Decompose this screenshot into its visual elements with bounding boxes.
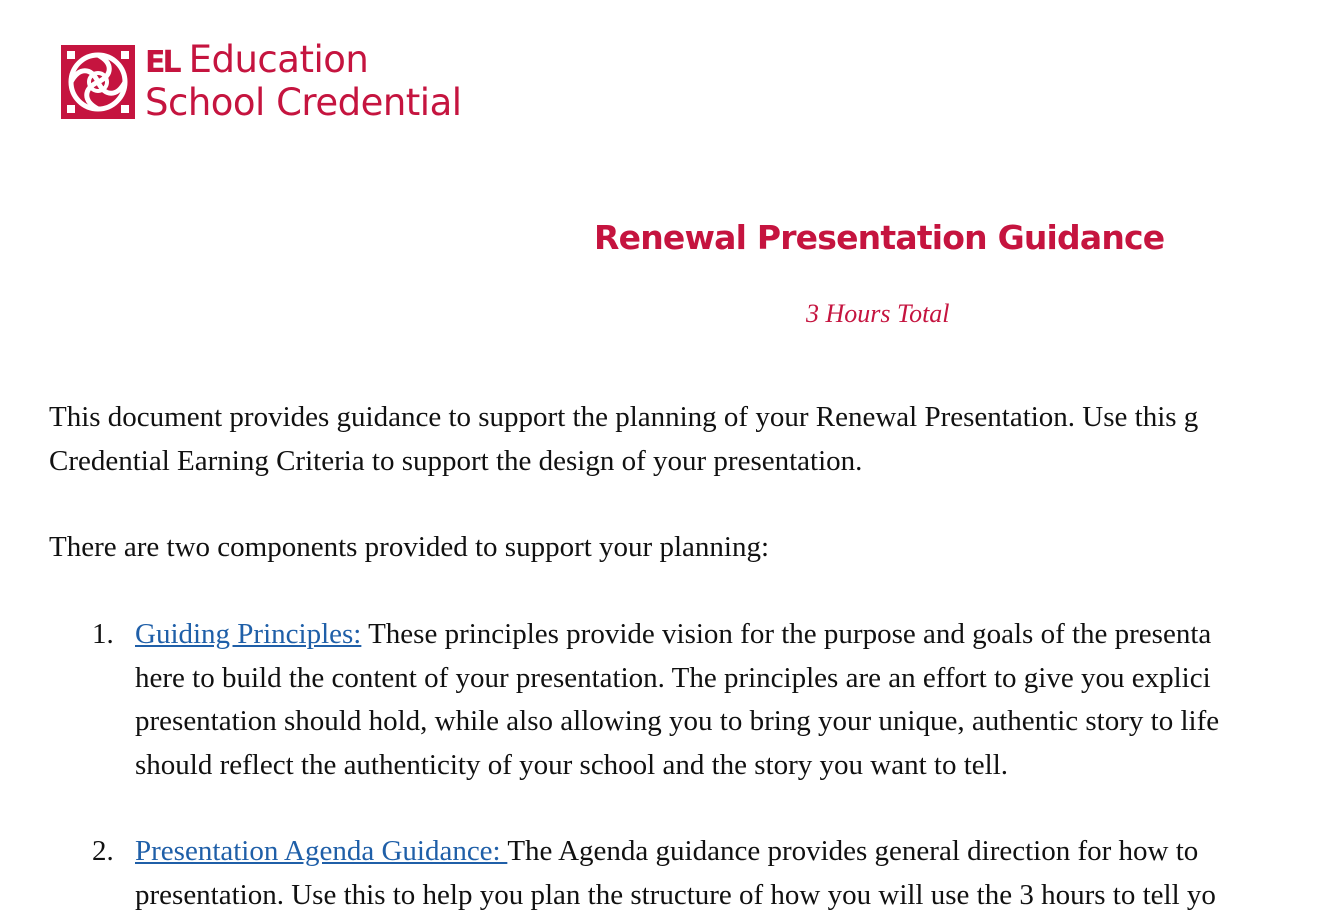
document-title: Renewal Presentation Guidance (594, 218, 1164, 257)
logo-el-letters: EL (145, 45, 179, 80)
list-item-text: These principles provide vision for the purpose and goals of the presenta (361, 618, 1211, 650)
components-intro-paragraph: There are two components provided to support your planning: (49, 526, 769, 570)
list-item-body (135, 613, 1219, 787)
guiding-principles-link[interactable]: Guiding Principles: (135, 618, 361, 650)
presentation-agenda-guidance-link[interactable]: Presentation Agenda Guidance: (135, 835, 507, 867)
list-item-line: presentation should hold, while also allowing you to bring your unique, authentic story to life (135, 700, 1219, 744)
list-number: 2. (92, 830, 114, 874)
list-item-line: presentation. Use this to help you plan the structure of how you will use the 3 hours to tell yo (135, 874, 1216, 917)
list-item-first-line (135, 613, 1219, 657)
list-number: 1. (92, 613, 114, 657)
logo-line-1 (145, 40, 462, 83)
list-item-line: here to build the content of your presentation. The principles are an effort to give you explici (135, 657, 1219, 701)
list-item-first-line (135, 830, 1216, 874)
logo-wordmark (145, 40, 462, 123)
knot-logo-icon (61, 45, 135, 119)
logo-line-2: School Credential (145, 83, 462, 123)
intro-line-1: This document provides guidance to support the planning of your Renewal Presentation. Use this g (49, 396, 1198, 440)
list-item-line: should reflect the authenticity of your school and the story you want to tell. (135, 744, 1219, 788)
logo-education-text: Education (189, 38, 369, 81)
el-education-logo (61, 40, 462, 123)
intro-paragraph (49, 396, 1198, 483)
intro-line-2: Credential Earning Criteria to support the design of your presentation. (49, 440, 1198, 484)
list-item-body (135, 830, 1216, 917)
document-subtitle: 3 Hours Total (806, 299, 950, 329)
list-item-text: The Agenda guidance provides general direction for how to (507, 835, 1198, 867)
